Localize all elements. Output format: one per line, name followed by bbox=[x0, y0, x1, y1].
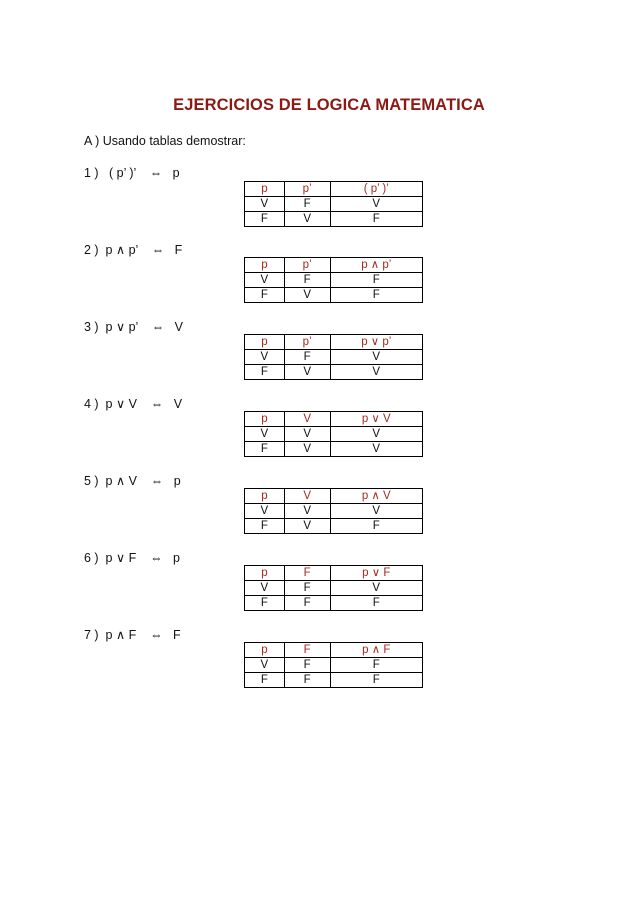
header-cell: p’ bbox=[284, 335, 330, 350]
exercise-statement: 3 ) p ∨ p’ ⇔ V bbox=[84, 320, 183, 334]
exercise-statement: 1 ) ( p’ )’ ⇔ p bbox=[84, 166, 180, 180]
table-header-row bbox=[245, 643, 423, 658]
truth-table bbox=[244, 642, 423, 688]
truth-table bbox=[244, 565, 423, 611]
table-cell: V bbox=[330, 581, 422, 596]
table-header-row bbox=[245, 412, 423, 427]
table-cell: V bbox=[330, 365, 422, 380]
table-cell: V bbox=[284, 519, 330, 534]
table-row bbox=[245, 365, 423, 380]
exercise-statement: 5 ) p ∧ V ⇔ p bbox=[84, 474, 181, 488]
table-cell: F bbox=[330, 673, 422, 688]
table-header-row bbox=[245, 566, 423, 581]
header-cell: p ∨ p’ bbox=[330, 335, 422, 350]
table-cell: F bbox=[330, 596, 422, 611]
header-cell: p bbox=[245, 335, 285, 350]
exercise-statement: 4 ) p ∨ V ⇔ V bbox=[84, 397, 183, 411]
table-cell: F bbox=[284, 673, 330, 688]
table-cell: V bbox=[245, 427, 285, 442]
table-row bbox=[245, 519, 423, 534]
table-row bbox=[245, 273, 423, 288]
header-cell: p ∧ F bbox=[330, 643, 422, 658]
table-cell: F bbox=[284, 581, 330, 596]
table-cell: V bbox=[284, 365, 330, 380]
truth-table bbox=[244, 257, 423, 303]
table-cell: F bbox=[245, 212, 285, 227]
header-cell: p’ bbox=[284, 182, 330, 197]
table-cell: F bbox=[330, 658, 422, 673]
header-cell: ( p’ )’ bbox=[330, 182, 422, 197]
table-row bbox=[245, 673, 423, 688]
table-cell: V bbox=[330, 504, 422, 519]
header-cell: p ∨ F bbox=[330, 566, 422, 581]
table-cell: V bbox=[330, 442, 422, 457]
table-cell: V bbox=[330, 427, 422, 442]
table-cell: V bbox=[245, 350, 285, 365]
table-cell: F bbox=[284, 197, 330, 212]
table-cell: V bbox=[245, 581, 285, 596]
header-cell: p bbox=[245, 258, 285, 273]
header-cell: p’ bbox=[284, 258, 330, 273]
table-row bbox=[245, 442, 423, 457]
table-cell: F bbox=[284, 350, 330, 365]
table-cell: V bbox=[245, 504, 285, 519]
table-cell: V bbox=[330, 350, 422, 365]
instructions-subtitle: A ) Usando tablas demostrar: bbox=[84, 134, 246, 148]
table-cell: V bbox=[245, 273, 285, 288]
table-cell: V bbox=[245, 658, 285, 673]
table-header-row bbox=[245, 335, 423, 350]
table-cell: F bbox=[245, 288, 285, 303]
table-cell: V bbox=[284, 504, 330, 519]
table-cell: F bbox=[245, 673, 285, 688]
table-cell: F bbox=[245, 365, 285, 380]
table-cell: V bbox=[284, 212, 330, 227]
table-cell: V bbox=[284, 442, 330, 457]
header-cell: V bbox=[284, 489, 330, 504]
table-cell: F bbox=[330, 273, 422, 288]
truth-table bbox=[244, 488, 423, 534]
table-cell: V bbox=[284, 427, 330, 442]
truth-table bbox=[244, 334, 423, 380]
table-cell: F bbox=[245, 442, 285, 457]
header-cell: p bbox=[245, 643, 285, 658]
header-cell: F bbox=[284, 643, 330, 658]
table-cell: F bbox=[284, 596, 330, 611]
table-header-row bbox=[245, 258, 423, 273]
table-cell: F bbox=[284, 658, 330, 673]
table-cell: F bbox=[284, 273, 330, 288]
table-cell: V bbox=[284, 288, 330, 303]
table-row bbox=[245, 197, 423, 212]
table-cell: V bbox=[330, 197, 422, 212]
table-row bbox=[245, 350, 423, 365]
table-header-row bbox=[245, 489, 423, 504]
table-cell: F bbox=[330, 519, 422, 534]
header-cell: V bbox=[284, 412, 330, 427]
table-cell: F bbox=[330, 212, 422, 227]
table-row bbox=[245, 596, 423, 611]
header-cell: p ∧ p’ bbox=[330, 258, 422, 273]
table-header-row bbox=[245, 182, 423, 197]
header-cell: p ∨ V bbox=[330, 412, 422, 427]
header-cell: p bbox=[245, 412, 285, 427]
table-row bbox=[245, 427, 423, 442]
header-cell: p bbox=[245, 182, 285, 197]
truth-table bbox=[244, 181, 423, 227]
header-cell: p ∧ V bbox=[330, 489, 422, 504]
table-cell: F bbox=[245, 596, 285, 611]
table-row bbox=[245, 658, 423, 673]
header-cell: p bbox=[245, 489, 285, 504]
table-cell: F bbox=[330, 288, 422, 303]
exercise-statement: 7 ) p ∧ F ⇔ F bbox=[84, 628, 181, 642]
table-row bbox=[245, 581, 423, 596]
table-cell: V bbox=[245, 197, 285, 212]
table-row bbox=[245, 288, 423, 303]
table-cell: F bbox=[245, 519, 285, 534]
exercise-statement: 2 ) p ∧ p’ ⇔ F bbox=[84, 243, 183, 257]
header-cell: p bbox=[245, 566, 285, 581]
document-title: EJERCICIOS DE LOGICA MATEMATICA bbox=[173, 96, 485, 114]
exercise-7 bbox=[0, 627, 638, 717]
table-row bbox=[245, 504, 423, 519]
header-cell: F bbox=[284, 566, 330, 581]
exercise-statement: 6 ) p ∨ F ⇔ p bbox=[84, 551, 180, 565]
truth-table bbox=[244, 411, 423, 457]
table-row bbox=[245, 212, 423, 227]
